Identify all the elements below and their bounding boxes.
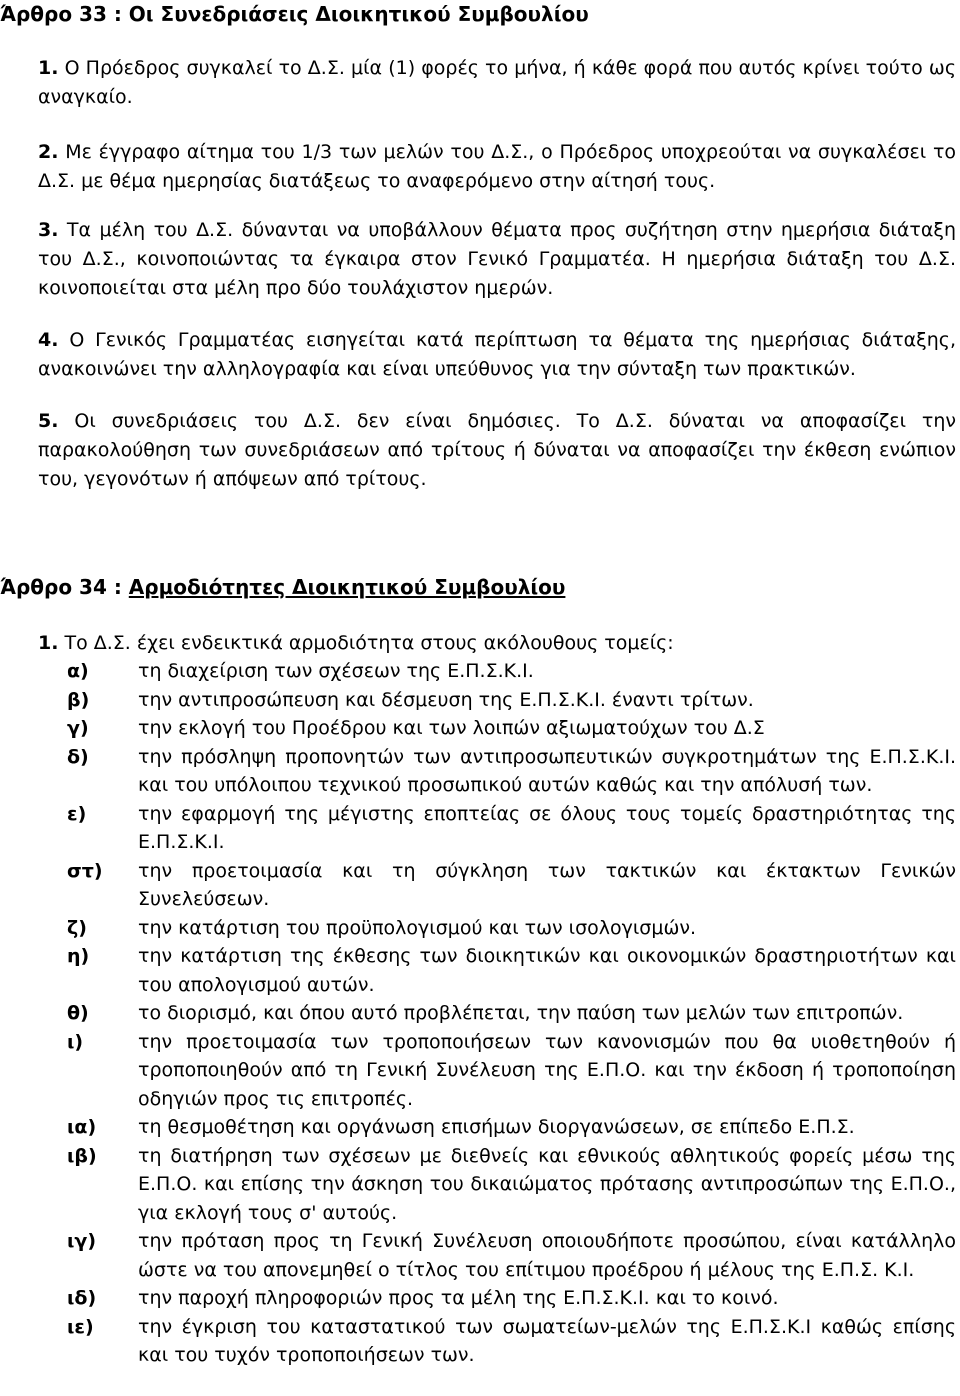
paragraph-text: Το Δ.Σ. έχει ενδεικτικά αρμοδιότητα στους ακόλουθους τομείς: (64, 632, 674, 654)
list-item (38, 1028, 956, 1114)
list-item-text: την αντιπροσώπευση και δέσμευση της Ε.Π.Σ.Κ.Ι. έναντι τρίτων. (138, 688, 754, 711)
article-34-title-underlined: Αρμοδιότητες Διοικητικού Συμβουλίου (128, 575, 566, 599)
list-item (38, 1113, 956, 1142)
list-item-label: θ) (67, 1002, 89, 1024)
article-33-paragraph-5 (38, 407, 956, 494)
list-item-text: τη θεσμοθέτηση και οργάνωση επισήμων διοργανώσεων, σε επίπεδο Ε.Π.Σ. (138, 1116, 855, 1138)
list-item (38, 942, 956, 999)
article-33-paragraph-3 (38, 216, 956, 303)
list-item-label: ιγ) (67, 1230, 97, 1252)
article-33-paragraph-2 (38, 138, 956, 196)
list-item-text: την εκλογή του Προέδρου και των λοιπών αξιωματούχων του Δ.Σ (138, 717, 765, 739)
article-34-title (0, 575, 565, 599)
article-34-title-prefix: Άρθρο 34 : (0, 575, 129, 599)
list-item-text: την εφαρμογή της μέγιστης εποπτείας σε όλους τους τομείς δραστηριότητας της Ε.Π.Σ.Κ.Ι. (138, 802, 956, 853)
list-item (38, 1227, 956, 1284)
paragraph-number: 1. (38, 632, 59, 654)
list-item-text: το διορισμό, και όπου αυτό προβλέπεται, την παύση των μελών των επιτροπών. (138, 1002, 904, 1024)
list-item-label: ιβ) (67, 1144, 97, 1167)
list-item-label: δ) (67, 745, 89, 768)
list-item-label: ι) (67, 1030, 84, 1053)
list-item-label: ιε) (67, 1315, 94, 1338)
list-item (38, 743, 956, 800)
paragraph-number: 5. (38, 410, 59, 432)
list-item-label: α) (67, 660, 89, 682)
list-item-text: τη διαχείριση των σχέσεων της Ε.Π.Σ.Κ.Ι. (138, 660, 534, 682)
list-item-text: την έγκριση του καταστατικού των σωματείων-μελών της Ε.Π.Σ.Κ.Ι καθώς επίσης και του τυχόν τροποποιήσεων των. (138, 1315, 956, 1366)
article-33-title: Άρθρο 33 : Οι Συνεδριάσεις Διοικητικού Συμβουλίου (0, 2, 589, 26)
list-item-text: την παροχή πληροφοριών προς τα μέλη της Ε.Π.Σ.Κ.Ι. και το κοινό. (138, 1287, 779, 1309)
list-item-text: την προετοιμασία των τροποποιήσεων των κανονισμών που θα υιοθετηθούν ή τροποποιηθούν από τη Γενική Συνέλευση της Ε.Π.Ο. και την έκδοση ή τροποποίηση οδηγιών προς τις επιτροπές. (138, 1030, 956, 1110)
paragraph-text: Οι συνεδριάσεις του Δ.Σ. δεν είναι δημόσιες. Το Δ.Σ. δύναται να αποφασίζει την παρακολούθηση των συνεδριάσεων από τρίτους ή δύναται να αποφασίζει την έκθεση ενώπιον του, γεγονότων ή απόψεων από τρίτους. (38, 410, 956, 490)
list-item-label: β) (67, 688, 90, 711)
list-item (38, 686, 956, 715)
article-33-paragraph-4 (38, 326, 956, 384)
paragraph-number: 4. (38, 329, 59, 351)
list-item-label: ε) (67, 802, 87, 825)
list-item-label: η) (67, 945, 90, 967)
competences-list (38, 657, 956, 1370)
list-item-text: την κατάρτιση του προϋπολογισμού και των ισολογισμών. (138, 916, 697, 939)
list-item (38, 1313, 956, 1370)
paragraph-number: 2. (38, 141, 59, 163)
list-item-label: ζ) (67, 916, 87, 939)
list-item (38, 999, 956, 1028)
list-item-label: γ) (67, 717, 89, 739)
list-item (38, 1284, 956, 1313)
paragraph-number: 3. (38, 219, 59, 241)
list-item-text: την πρόσληψη προπονητών των αντιπροσωπευτικών συγκροτημάτων της Ε.Π.Σ.Κ.Ι. και του υπόλοιπου τεχνικού προσωπικού αυτών καθώς και την απόλυσή των. (138, 745, 956, 796)
list-item (38, 714, 956, 743)
paragraph-text: Με έγγραφο αίτημα του 1/3 των μελών του Δ.Σ., ο Πρόεδρος υποχρεούται να συγκαλέσει το Δ.Σ. με θέμα ημερησίας διατάξεως το αναφερόμενο στην αίτησή τους. (38, 141, 957, 192)
list-item-label: ια) (67, 1116, 97, 1138)
list-item (38, 800, 956, 857)
list-item-text: την πρόταση προς τη Γενική Συνέλευση οποιουδήποτε προσώπου, είναι κατάλληλο ώστε να του απονεμηθεί ο τίτλος του επίτιμου προέδρου ή μέλους της Ε.Π.Σ. Κ.Ι. (138, 1230, 956, 1281)
paragraph-text: Ο Πρόεδρος συγκαλεί το Δ.Σ. μία (1) φορές το μήνα, ή κάθε φορά που αυτός κρίνει τούτο ως αναγκαίο. (38, 57, 956, 108)
list-item (38, 857, 956, 914)
paragraph-text: Τα μέλη του Δ.Σ. δύνανται να υποβάλλουν θέματα προς συζήτηση στην ημερήσια διάταξη του Δ.Σ., κοινοποιώντας τα έγκαιρα στον Γενικό Γραμματέα. Η ημερήσια διάταξη του Δ.Σ. κοινοποιείται στα μέλη προ δύο τουλάχιστον ημερών. (38, 219, 956, 299)
list-item-label: στ) (67, 859, 103, 882)
article-33-paragraph-1 (38, 54, 956, 112)
list-item-label: ιδ) (67, 1287, 97, 1309)
list-item (38, 1142, 956, 1228)
paragraph-text: Ο Γενικός Γραμματέας εισηγείται κατά περίπτωση τα θέματα της ημερήσιας διάταξης, ανακοινώνει την αλληλογραφία και είναι υπεύθυνος για την σύνταξη των πρακτικών. (38, 329, 956, 380)
list-item-text: την προετοιμασία και τη σύγκληση των τακτικών και έκτακτων Γενικών Συνελεύσεων. (138, 859, 956, 910)
paragraph-number: 1. (38, 57, 59, 79)
list-item (38, 657, 956, 686)
article-34-intro (38, 629, 674, 658)
list-item-text: την κατάρτιση της έκθεσης των διοικητικών και οικονομικών δραστηριοτήτων και του απολογισμού αυτών. (138, 945, 956, 996)
list-item-text: τη διατήρηση των σχέσεων με διεθνείς και εθνικούς αθλητικούς φορείς μέσω της Ε.Π.Ο. και επίσης την άσκηση του δικαιώματος πρότασης αντιπροσώπων της Ε.Π.Ο., για εκλογή τους σ' αυτούς. (138, 1144, 956, 1224)
list-item (38, 914, 956, 943)
